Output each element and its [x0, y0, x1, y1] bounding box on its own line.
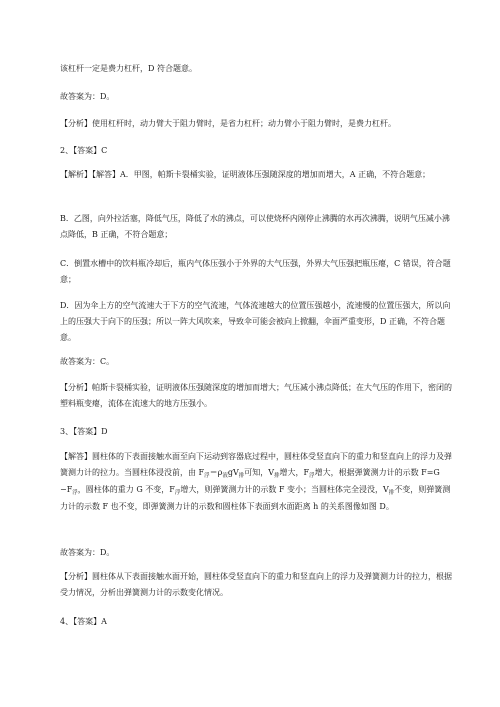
- question-4-answer: 4、【答案】A: [60, 617, 107, 626]
- analysis-1: 【分析】使用杠杆时，动力臂大于阻力臂时，是省力杠杆；动力臂小于阻力臂时，是费力杠杆。: [60, 119, 396, 128]
- solution-2-a: 【解析】【解答】A．甲图，帕斯卡裂桶实验，证明液体压强随深度的增加而增大，A 正确，不符合题意；: [60, 170, 431, 179]
- answer-line-3: 故答案为：D。: [60, 548, 115, 557]
- question-2-answer: 2、【答案】C: [60, 146, 108, 155]
- solution-2-b: B．乙图，向外拉活塞，降低气压，降低了水的沸点，可以使烧杯内刚停止沸腾的水再次沸腾，说明气压减小沸点降低，B 正确，不符合题意；: [60, 214, 450, 239]
- answer-line-2: 故答案为：C。: [60, 357, 115, 366]
- paragraph-conclusion: 该杠杆一定是费力杠杆，D 符合题意。: [60, 64, 197, 73]
- answer-line-1: 故答案为：D。: [60, 92, 115, 101]
- analysis-2: 【分析】帕斯卡裂桶实验，证明液体压强随深度的增加而增大；气压减小沸点降低；在大气压的作用下，密闭的塑料瓶变瘪，流体在流速大的地方压强小。: [60, 383, 452, 408]
- solution-2-d: D．因为伞上方的空气流速大于下方的空气流速，气体流速越大的位置压强越小，流速慢的位置压强大，所以向上的压强大于向下的压强；所以一阵大风吹来，导致伞可能会被向上掀翻，伞面严重变形，D 正确，不符合题意。: [60, 301, 451, 342]
- analysis-3: 【分析】圆柱体从下表面接触水面开始，圆柱体受竖直向下的重力和竖直向上的浮力及弹簧测力计的拉力，根据受力情况，分析出弹簧测力计的示数变化情况。: [60, 572, 452, 597]
- solution-2-c: C．倒置水槽中的饮料瓶冷却后，瓶内气体压强小于外界的大气压强，外界大气压强把瓶压瘪，C 错误，符合题意；: [60, 259, 451, 284]
- solution-3: 【解答】圆柱体的下表面接触水面至向下运动到容器底过程中，圆柱体受竖直向下的重力和竖直向上的浮力及弹簧测力计的拉力。当圆柱体浸没前，由 $F_浮=\rho_液gV_排$可知，$V_排$增大，$F_浮$增大，根据弹簧测力计的示数 $F=G-F_浮$，圆柱体的重力 G 不变，$F_浮$增大，则弹簧测力计的示数 F 变小；当圆柱体完全浸没，$V_排$不变，则弹簧测力计的示数 F 也不变，即弹簧测力计的示数和圆柱体下表面到水面距离 h 的关系图像如图 D。: [60, 452, 452, 511]
- question-3-answer: 3、【答案】D: [60, 427, 108, 436]
